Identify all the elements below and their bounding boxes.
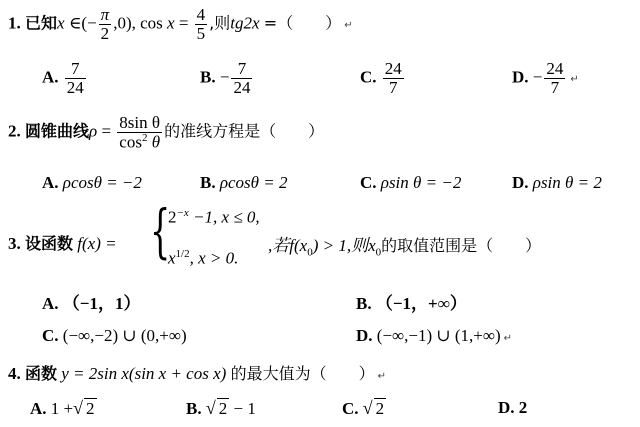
q1-number: 1. [8,13,21,33]
q3-option-a[interactable] [42,289,140,314]
q3-option-c-value: (−∞,−2) ∪ (0,+∞) [62,326,187,345]
q2-option-a-label: A. [42,173,59,192]
q1-option-d[interactable] [512,60,579,97]
q4-number: 4. [8,364,21,383]
q3-option-d[interactable] [356,326,512,346]
q1-var: x [57,13,65,33]
q1-a-den: 24 [66,77,84,97]
q3-cond-sub2: 0 [375,246,382,259]
q1-a-num: 7 [65,60,86,79]
q2-option-c-value: ρsin θ = −2 [380,173,462,192]
q4-prefix: 函数 [25,364,58,383]
q1-option-c-label: C. [360,67,377,87]
q1-x: x [167,13,175,33]
q1-prefix: 已知 [25,13,58,33]
sqrt-icon: √ [73,398,84,418]
q1-in: ∈ [68,13,82,33]
sqrt-icon: √ [205,398,216,418]
q1-pi-over-2 [99,6,112,43]
q1-b-den: 24 [233,77,251,97]
sqrt-icon: √ [362,398,373,418]
q2-prefix: 圆锥曲线 [25,121,90,141]
q1-option-d-value [544,60,565,97]
q3-case-2 [168,248,238,269]
q4-stem [8,361,386,384]
q3-suffix: 的取值范围是（ ） [381,236,542,255]
q4-option-c-label: C. [342,399,359,418]
q2-rho: ρ [89,121,98,141]
q1-option-b-value [231,60,252,97]
return-mark: ↵ [570,74,579,86]
q4-option-c[interactable] [342,398,386,419]
q1-2x: 2x [243,13,260,33]
q4-option-b-label: B. [186,399,202,418]
q3-stem [8,231,117,254]
q1-pi: π [100,5,110,24]
q3-option-a-value: （−1，1） [62,294,141,313]
q3-option-a-label: A. [42,294,59,313]
q1-four: 4 [196,5,206,24]
q4-b-radicand: 2 [218,399,228,418]
q2-stem [8,114,324,151]
q1-option-b[interactable] [200,60,254,97]
q2-numerator: 8sin θ [117,114,162,133]
q4-option-d-label: D. [498,398,515,417]
q1-option-a-value [65,60,86,97]
q1-cos: cos [140,13,163,33]
q2-denominator [117,133,162,152]
q2-option-b-label: B. [200,173,216,192]
q3-number: 3. [8,234,21,253]
q2-eq: = [101,121,112,141]
q3-option-d-label: D. [356,326,373,345]
q1-option-c-value [383,60,404,97]
q1-close: ,0), [113,13,136,33]
q1-option-d-label: D. [512,67,529,87]
q1-paren: =（ ） [263,13,342,33]
q1-option-b-label: B. [200,67,216,87]
q4-suffix: 的最大值为（ ） [230,364,375,383]
q4-a-lead: 1 + [50,399,74,418]
q1-d-den: 7 [550,77,560,97]
q1-option-c[interactable] [360,60,406,97]
q1-stem [8,6,353,43]
return-mark: ↵ [344,20,353,32]
q1-tg: tg [230,13,244,33]
q2-den-cos: cos [119,132,142,152]
q2-option-c-label: C. [360,173,377,192]
q3-case2-base: x [168,248,176,268]
q3-brace: { [150,197,171,265]
q1-option-a-label: A. [42,67,59,87]
q3-cond-sub: 0 [307,246,313,259]
q2-option-a[interactable] [42,173,142,193]
q3-case2-rest: , x > 0. [189,248,239,268]
q3-cond: ,若f(x [268,236,308,255]
q1-c-den: 7 [389,77,398,97]
q3-condition [268,231,541,258]
q2-option-d-label: D. [512,173,529,192]
q3-option-c-label: C. [42,326,59,345]
q3-option-d-value: (−∞,−1) ∪ (1,+∞) [376,326,501,345]
q4-b-trail: − 1 [229,399,256,418]
q1-option-a[interactable] [42,60,88,97]
q3-case1-base: 2 [168,207,177,227]
q2-den-sup: 2 [141,131,148,144]
q1-then: ,则 [209,13,231,33]
q3-option-b-value: （−1，+∞） [375,294,467,313]
q4-a-radicand: 2 [86,399,95,418]
q1-b-num: 7 [231,60,252,79]
q4-c-radicand: 2 [375,399,385,418]
q4-d-value: 2 [518,398,528,417]
q3-case2-exp: 1/2 [175,248,190,260]
q3-case-1 [168,207,260,228]
q1-four-fifths [195,6,208,43]
q2-option-a-value: ρcosθ = −2 [62,173,142,192]
q2-number: 2. [8,121,21,141]
q1-eq: = [178,13,189,33]
q3-option-c[interactable] [42,326,187,346]
q4-expr: y = 2sin x(sin x + cos x) [61,364,227,383]
q2-fraction [117,114,162,151]
q4-option-b[interactable] [186,398,256,419]
q4-option-a[interactable] [30,398,97,419]
return-mark: ↵ [377,371,386,382]
q4-option-d[interactable] [498,398,527,418]
q2-den-theta: θ [151,132,161,152]
q3-option-b-label: B. [356,294,372,313]
q1-five: 5 [196,23,206,43]
return-mark: ↵ [503,333,513,344]
q3-case1-exp: −x [176,207,189,219]
q3-cond-rest: ) > 1,则x [312,236,376,255]
q3-fx: f(x) = [77,234,117,253]
q3-option-b[interactable] [356,289,467,314]
q1-d-sign: − [532,67,543,87]
q4-option-a-label: A. [30,399,47,418]
q2-option-b[interactable] [200,173,288,193]
q2-option-c[interactable] [360,173,461,193]
q3-prefix: 设函数 [25,234,74,253]
q1-two: 2 [100,23,110,43]
q1-b-sign: − [219,67,230,87]
q2-option-b-value: ρcosθ = 2 [219,173,288,192]
q2-option-d[interactable] [512,173,602,193]
q1-d-num: 24 [546,59,564,78]
q2-option-d-value: ρsin θ = 2 [532,173,602,192]
q3-case1-rest: −1, x ≤ 0, [193,207,260,227]
q1-c-num: 24 [384,59,402,78]
q1-open: (− [81,13,97,33]
q2-suffix: 的准线方程是（ ） [164,121,325,141]
